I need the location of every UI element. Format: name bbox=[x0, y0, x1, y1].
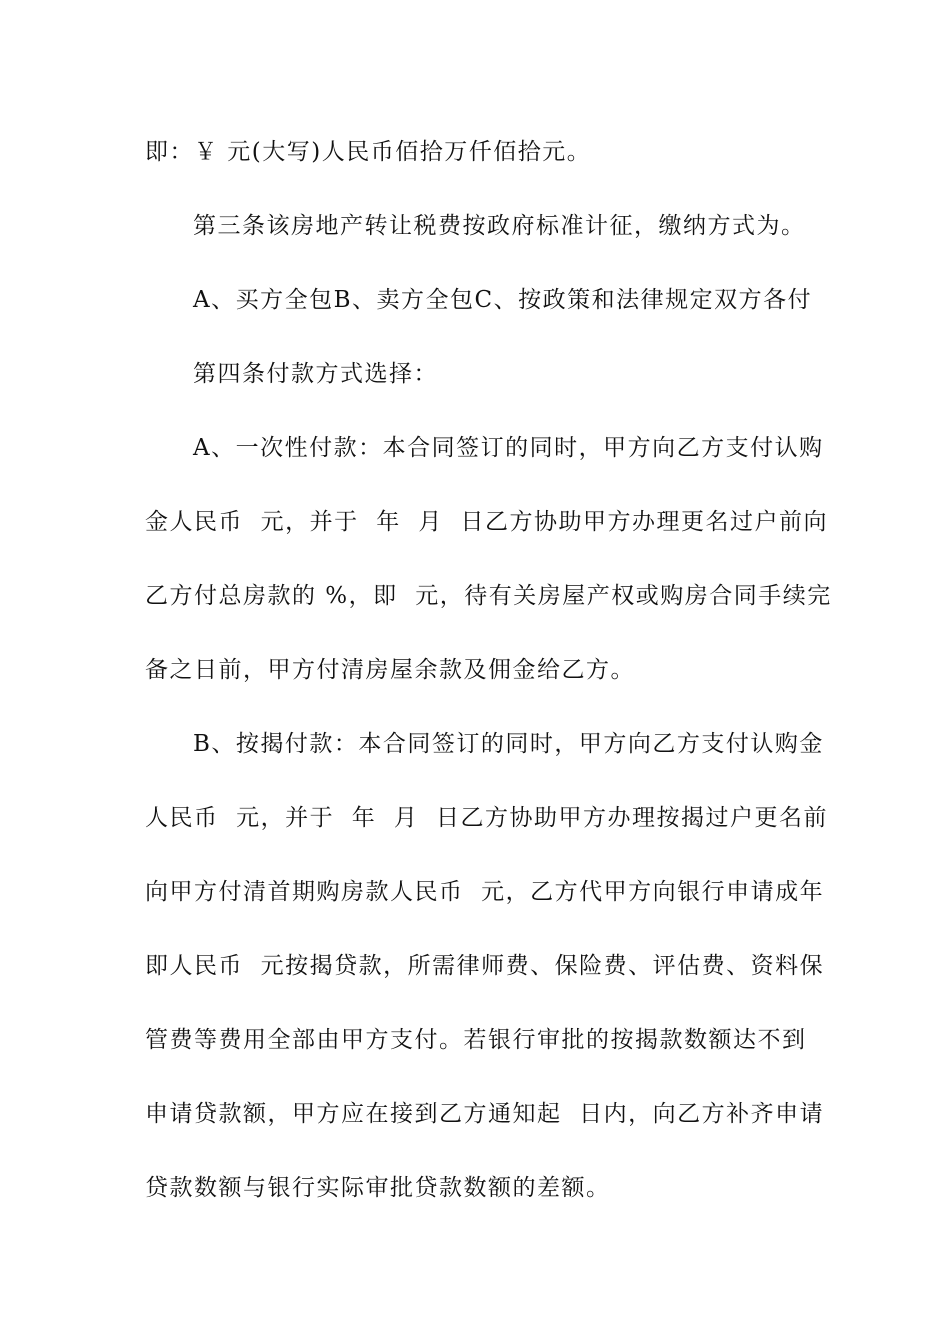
paragraph-line: 备之日前，甲方付清房屋余款及佣金给乙方。 bbox=[145, 657, 635, 683]
paragraph-line: B、按揭付款：本合同签订的同时，甲方向乙方支付认购金 bbox=[193, 731, 824, 757]
paragraph-line: 即人民币 元按揭贷款，所需律师费、保险费、评估费、资料保 bbox=[145, 953, 825, 979]
paragraph-line: 金人民币 元，并于 年 月 日乙方协助甲方办理更名过户前向 bbox=[145, 509, 828, 535]
paragraph-line: 乙方付总房款的 %，即 元，待有关房屋产权或购房合同手续完 bbox=[145, 583, 832, 609]
paragraph-line: 即：￥ 元(大写)人民币佰拾万仟佰拾元。 bbox=[145, 139, 592, 165]
paragraph-line: 第三条该房地产转让税费按政府标准计征，缴纳方式为。 bbox=[193, 213, 806, 239]
paragraph-line: 贷款数额与银行实际审批贷款数额的差额。 bbox=[145, 1175, 611, 1201]
paragraph-line: 管费等费用全部由甲方支付。若银行审批的按揭款数额达不到 bbox=[145, 1027, 807, 1053]
paragraph-line: 申请贷款额，甲方应在接到乙方通知起 日内，向乙方补齐申请 bbox=[145, 1101, 825, 1127]
paragraph-line: 向甲方付清首期购房款人民币 元，乙方代甲方向银行申请成年 bbox=[145, 879, 825, 905]
paragraph-line: 人民币 元，并于 年 月 日乙方协助甲方办理按揭过户更名前 bbox=[145, 805, 828, 831]
paragraph-line: A、买方全包B、卖方全包C、按政策和法律规定双方各付 bbox=[193, 287, 813, 313]
paragraph-line: A、一次性付款：本合同签订的同时，甲方向乙方支付认购 bbox=[193, 435, 824, 461]
paragraph-line: 第四条付款方式选择： bbox=[193, 361, 438, 387]
